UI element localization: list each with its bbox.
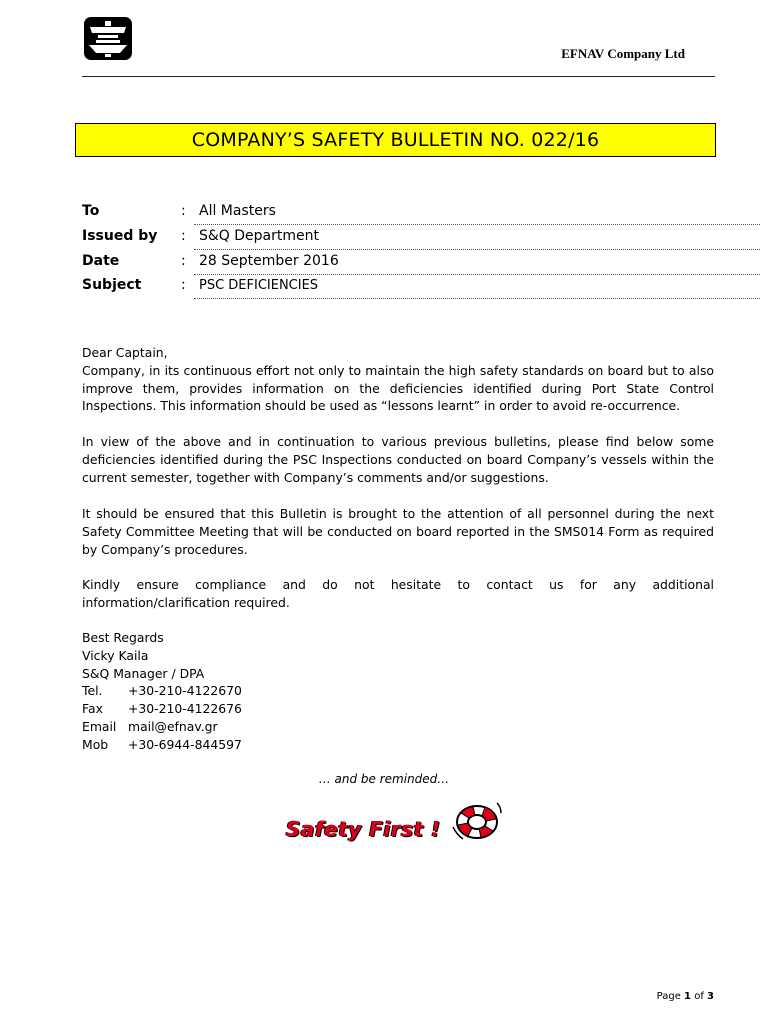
- field-colon: :: [181, 203, 186, 219]
- safety-first-text: Safety First !: [286, 817, 441, 841]
- signer-role: S&Q Manager / DPA: [82, 665, 205, 681]
- dotted-line: [194, 274, 760, 275]
- field-value: S&Q Department: [199, 228, 319, 244]
- contact-label: Email: [82, 718, 117, 734]
- company-logo: [84, 17, 132, 60]
- paragraph-4-block: [82, 576, 714, 612]
- safety-first-logo: [286, 795, 518, 850]
- contact-value: +30-210-4122670: [128, 683, 242, 699]
- field-label: To: [82, 203, 100, 219]
- paragraph-3: It should be ensured that this Bulletin is brought to the attention of all personnel during the next Safety Committee Meeting that will be conducted on board reported in the SMS014 Form as required by Company’s procedures.: [82, 506, 714, 557]
- dotted-line: [194, 224, 760, 225]
- contact-value: +30-6944-844597: [128, 736, 242, 752]
- contact-value: +30-210-4122676: [128, 701, 242, 717]
- contact-email: [82, 718, 714, 736]
- signer-name: Vicky Kaila: [82, 647, 149, 663]
- field-value: PSC DEFICIENCIES: [199, 278, 319, 293]
- field-colon: :: [181, 253, 186, 269]
- paragraph-3-block: [82, 505, 714, 558]
- field-colon: :: [181, 277, 186, 293]
- field-label: Subject: [82, 277, 142, 293]
- company-name: EFNAV Company Ltd: [561, 46, 685, 61]
- reminder-text: … and be reminded…: [318, 772, 450, 786]
- contact-label: Fax: [82, 701, 103, 717]
- signature-block: [82, 629, 714, 754]
- contact-fax: [82, 700, 714, 718]
- paragraph-4: Kindly ensure compliance and do not hesitate to contact us for any additional information/clarification required.: [82, 577, 714, 610]
- field-value: All Masters: [199, 203, 276, 219]
- bulletin-title: COMPANY’S SAFETY BULLETIN NO. 022/16: [75, 123, 716, 157]
- letter-body: [82, 344, 714, 415]
- contact-tel: [82, 682, 714, 700]
- paragraph-2-block: [82, 433, 714, 486]
- field-label: Date: [82, 253, 120, 269]
- page-number: Page 1 of 3: [656, 991, 714, 1002]
- header-divider: [82, 76, 715, 77]
- dotted-line: [194, 298, 760, 299]
- paragraph-2: In view of the above and in continuation to various previous bulletins, please find below some deficiencies identified during the PSC Inspections conducted on board Company’s vessels within the current semester, together with Company’s comments and/or suggestions.: [82, 434, 714, 485]
- dotted-line: [194, 249, 760, 250]
- closing: Best Regards: [82, 630, 164, 645]
- field-colon: :: [181, 228, 186, 244]
- paragraph-1: Company, in its continuous effort not only to maintain the high safety standards on board but to also improve them, provides information on the deficiencies identified during Port State Control Inspections. This information should be used as “lessons learnt” in order to avoid re-occurrence.: [82, 362, 714, 414]
- contact-value[interactable]: mail@efnav.gr: [128, 718, 218, 734]
- field-value: 28 September 2016: [199, 253, 339, 269]
- contact-mobile: [82, 736, 714, 754]
- contact-label: Tel.: [82, 683, 103, 699]
- life-ring-icon: [451, 797, 503, 847]
- contact-label: Mob: [82, 736, 109, 752]
- field-label: Issued by: [82, 228, 158, 244]
- greeting: Dear Captain,: [82, 345, 168, 360]
